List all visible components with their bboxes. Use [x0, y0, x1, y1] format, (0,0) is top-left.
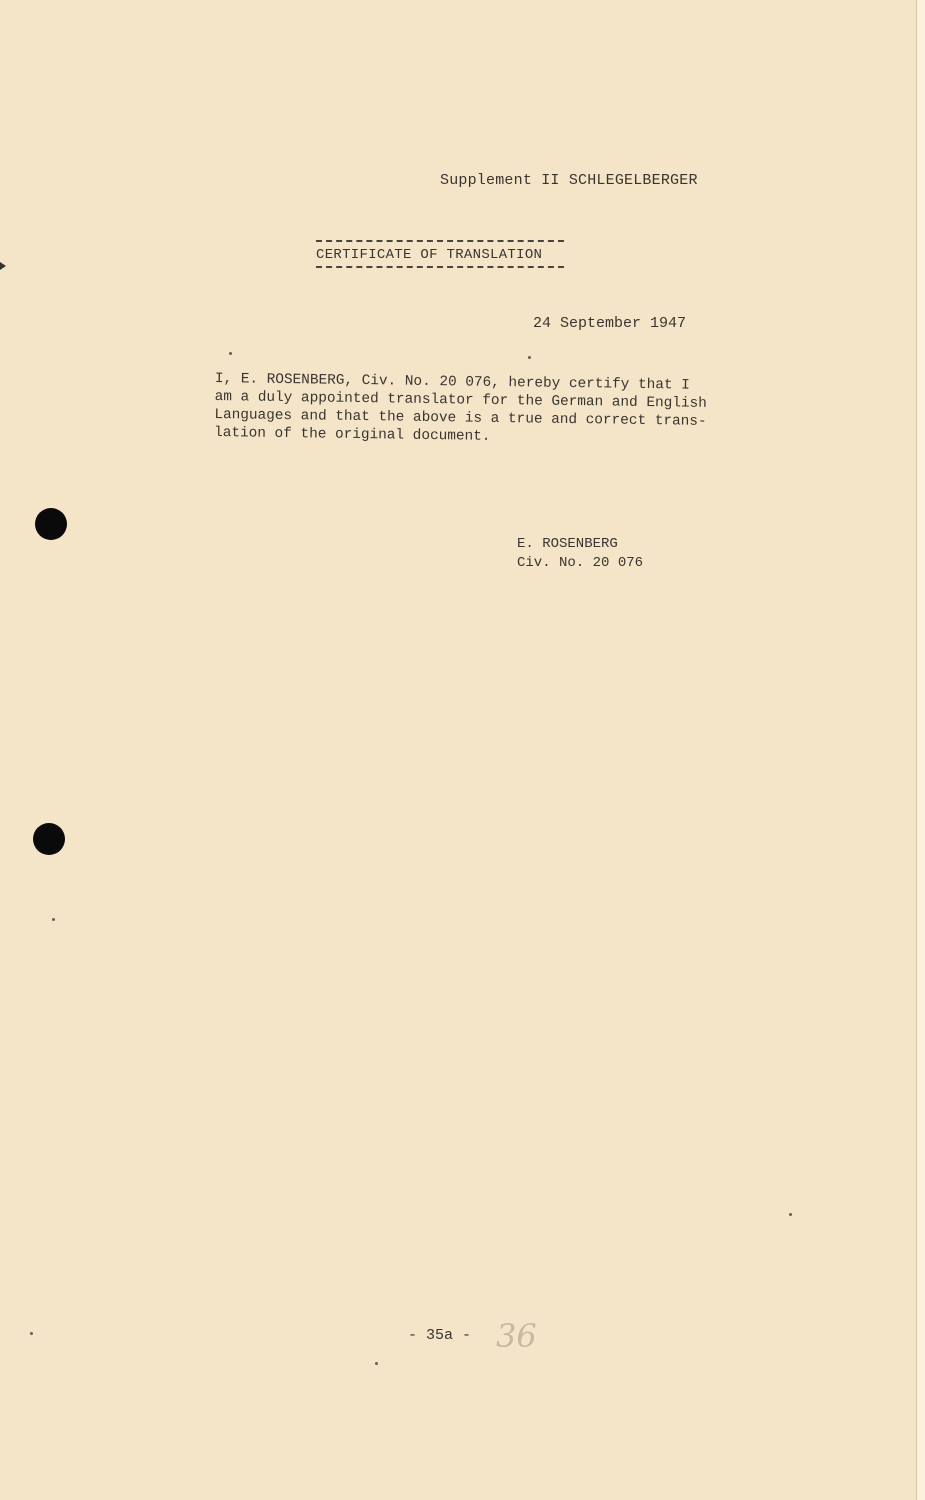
body-line: Languages and that the above is a true and correct trans- — [214, 406, 707, 430]
paper-speck — [789, 1213, 792, 1216]
handwritten-page-number: 36 — [496, 1317, 537, 1355]
body-line: am a duly appointed translator for the German and English — [214, 388, 707, 412]
title-dashes-bottom — [316, 266, 564, 268]
page-number: - 35a - — [408, 1327, 472, 1344]
paper-speck — [375, 1362, 378, 1365]
paper-speck — [528, 356, 531, 359]
certificate-date: 24 September 1947 — [533, 315, 687, 332]
punch-hole — [35, 508, 67, 540]
page-edge — [916, 0, 925, 1500]
certificate-body — [214, 370, 775, 450]
body-line: I, E. ROSENBERG, Civ. No. 20 076, hereby certify that I — [214, 370, 690, 394]
certificate-title: CERTIFICATE OF TRANSLATION — [316, 247, 543, 263]
supplement-header: Supplement II SCHLEGELBERGER — [440, 172, 698, 189]
signature-civ-no: Civ. No. 20 076 — [517, 555, 644, 571]
edge-mark — [0, 262, 6, 270]
paper-speck — [52, 918, 55, 921]
body-line: lation of the original document. — [214, 424, 491, 445]
title-dashes-top — [316, 240, 564, 242]
signature-name: E. ROSENBERG — [517, 536, 618, 552]
signature-block — [517, 535, 643, 573]
paper-speck — [229, 352, 232, 355]
paper-speck — [30, 1332, 33, 1335]
punch-hole — [33, 823, 65, 855]
